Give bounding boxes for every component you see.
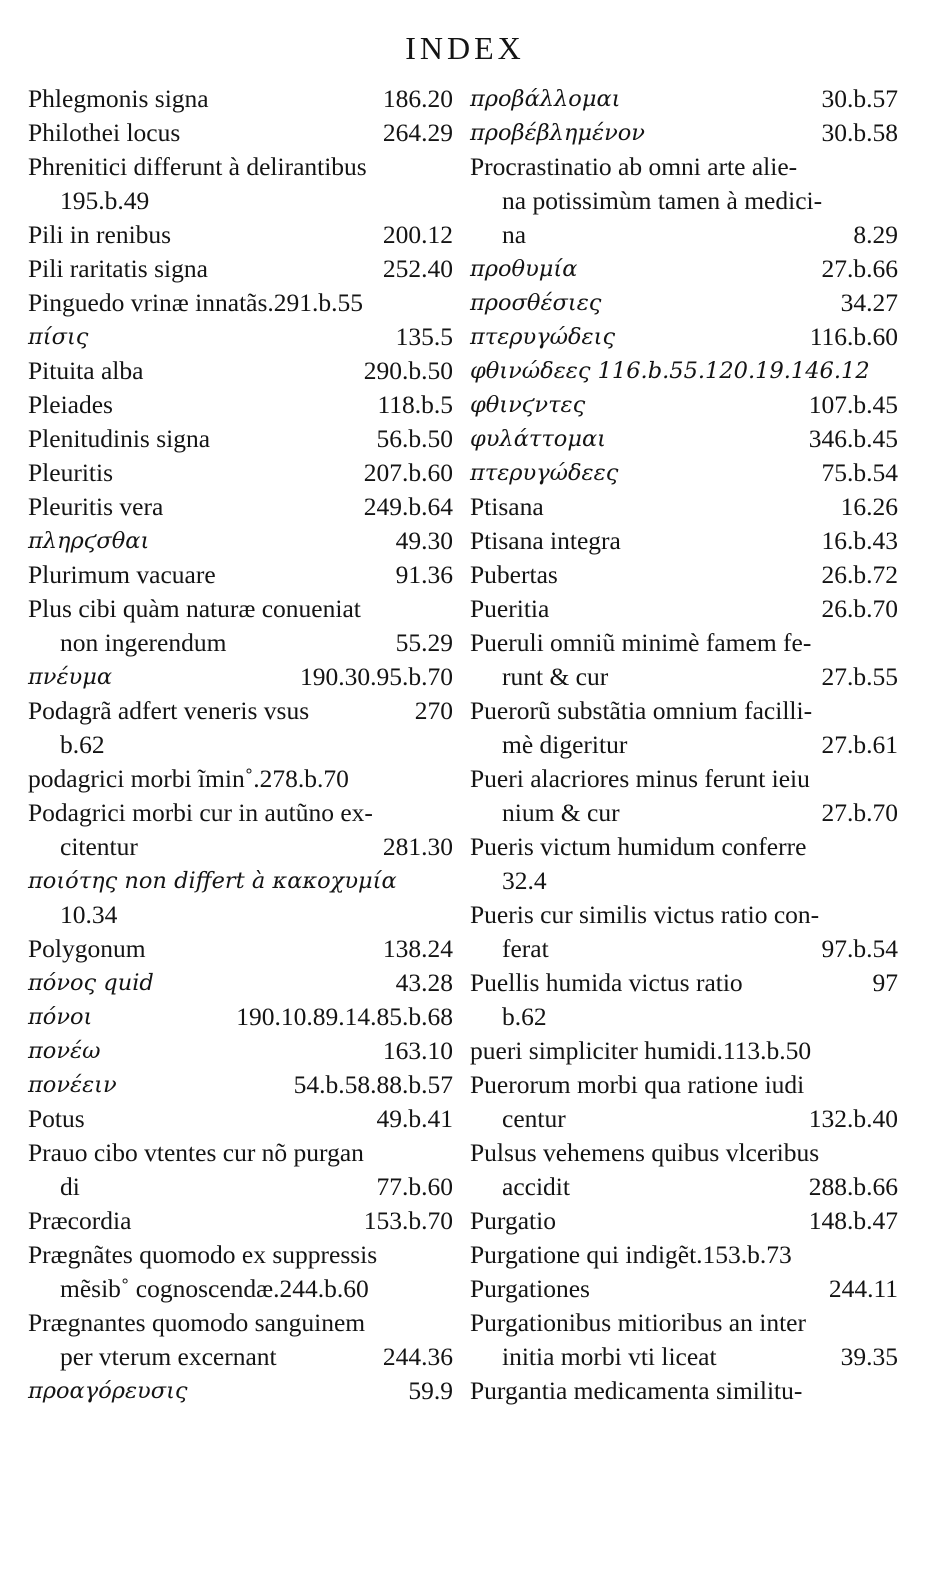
index-entry [470, 592, 898, 626]
index-term: Podagrã adfert veneris vsus [28, 696, 310, 725]
index-term: Purgatio [470, 1206, 556, 1235]
index-term: citentur [60, 832, 138, 861]
page-reference: 16.b.43 [821, 526, 898, 555]
index-term: Podagrici morbi cur in autũno ex- [28, 798, 373, 827]
index-entry [470, 966, 898, 1000]
index-term: προαγόρευσις [28, 1378, 188, 1404]
index-entry [470, 660, 898, 694]
page-reference: 39.35 [840, 1342, 898, 1371]
index-entry [470, 898, 898, 932]
index-entry [28, 830, 453, 864]
index-term: accidit [502, 1172, 570, 1201]
index-entry [28, 558, 453, 592]
page-reference: 59.9 [408, 1376, 453, 1405]
index-entry [470, 830, 898, 864]
index-term: podagrici morbi ĩmin˚.278.b.70 [28, 764, 349, 793]
index-term: Philothei locus [28, 118, 181, 147]
page-reference: 249.b.64 [363, 492, 453, 521]
index-term: mẽsib˚ cognoscendæ.244.b.60 [60, 1274, 369, 1303]
page-reference: 55.29 [395, 628, 453, 657]
index-term: runt & cur [502, 662, 609, 691]
index-entry [28, 1000, 453, 1034]
page-reference: 27.b.55 [821, 662, 898, 691]
index-entry [470, 490, 898, 524]
index-term: Puerorum morbi qua ratione iudi [470, 1070, 805, 1099]
index-entry [470, 456, 898, 490]
index-term: non ingerendum [60, 628, 227, 657]
index-term: πίσις [28, 324, 89, 350]
page-reference: 244.11 [828, 1274, 898, 1303]
page-reference: 346.b.45 [808, 424, 898, 453]
index-entry [470, 354, 898, 388]
index-term: φυλάττομαι [470, 426, 606, 452]
index-term: πληρϛσθαι [28, 528, 150, 554]
index-term: Puerorũ substãtia omnium facilli- [470, 696, 813, 725]
index-entry [470, 252, 898, 286]
index-term: Pueris cur similis victus ratio con- [470, 900, 820, 929]
index-entry [28, 524, 453, 558]
page-reference: 148.b.47 [808, 1206, 898, 1235]
index-entry [28, 728, 453, 762]
index-entry [28, 1102, 453, 1136]
index-term: Pueris victum humidum conferre [470, 832, 807, 861]
index-term: πνέυμα [28, 664, 113, 690]
index-term: Prauo cibo vtentes cur nõ purgan [28, 1138, 364, 1167]
index-entry [28, 1068, 453, 1102]
index-term: προβέβλημένον [470, 120, 645, 146]
index-entry [470, 116, 898, 150]
index-term: Pleuritis [28, 458, 114, 487]
index-entry [28, 1272, 453, 1306]
index-entry [28, 1374, 453, 1408]
index-term: Potus [28, 1104, 85, 1133]
index-term: Pueritia [470, 594, 550, 623]
page-reference: 77.b.60 [376, 1172, 453, 1201]
page-reference: 163.10 [382, 1036, 453, 1065]
page-reference: 135.5 [395, 322, 453, 351]
index-term: Pueri alacriores minus ferunt ieiu [470, 764, 810, 793]
index-term: Ptisana [470, 492, 544, 521]
index-entry [28, 82, 453, 116]
index-term: Pili raritatis signa [28, 254, 208, 283]
page-reference: 186.20 [382, 84, 453, 113]
index-entry [28, 1170, 453, 1204]
page-reference: 118.b.5 [377, 390, 453, 419]
page-reference: 26.b.72 [821, 560, 898, 589]
page-reference: 290.b.50 [363, 356, 453, 385]
index-entry [28, 1340, 453, 1374]
index-entry [28, 422, 453, 456]
index-entry [470, 422, 898, 456]
index-term: per vterum excernant [60, 1342, 277, 1371]
index-entry [28, 150, 453, 184]
page-reference: 132.b.40 [808, 1104, 898, 1133]
index-entry [28, 626, 453, 660]
index-term: πονέειν [28, 1072, 117, 1098]
page-reference: 200.12 [382, 220, 453, 249]
index-entry [470, 864, 898, 898]
page-reference: 26.b.70 [821, 594, 898, 623]
index-entry [28, 286, 453, 320]
index-term: na potissimùm tamen à medici- [502, 186, 823, 215]
index-term: centur [502, 1104, 566, 1133]
page-reference: 75.b.54 [821, 458, 898, 487]
index-term: nium & cur [502, 798, 620, 827]
page-reference: 116.b.60 [809, 322, 898, 351]
index-term: Præcordia [28, 1206, 132, 1235]
page-reference: 97.b.54 [821, 934, 898, 963]
index-entry [28, 1238, 453, 1272]
index-term: πτερυγώδεις [470, 324, 616, 350]
index-entry [28, 966, 453, 1000]
page-reference: 244.36 [382, 1342, 453, 1371]
index-entry [28, 490, 453, 524]
index-entry [28, 218, 453, 252]
index-entry [470, 558, 898, 592]
index-entry [470, 524, 898, 558]
page-reference: 8.29 [853, 220, 898, 249]
page-reference: 43.28 [395, 968, 453, 997]
index-term: initia morbi vti liceat [502, 1342, 717, 1371]
index-entry [28, 116, 453, 150]
index-term: b.62 [60, 730, 105, 759]
index-term: φθινϛντες [470, 392, 586, 418]
index-entry [470, 286, 898, 320]
index-term: Plurimum vacuare [28, 560, 216, 589]
index-entry [28, 796, 453, 830]
page-reference: 27.b.70 [821, 798, 898, 827]
index-entry [470, 1000, 898, 1034]
index-term: Plenitudinis signa [28, 424, 211, 453]
index-term: Puellis humida victus ratio [470, 968, 743, 997]
index-term: πόνοι [28, 1004, 93, 1030]
index-entry [470, 1238, 898, 1272]
index-term: Pubertas [470, 560, 558, 589]
index-term: πτερυγώδεες [470, 460, 619, 486]
index-term: Prægnantes quomodo sanguinem [28, 1308, 366, 1337]
index-entry [470, 1204, 898, 1238]
page-reference: 252.40 [382, 254, 453, 283]
index-term: na [502, 220, 527, 249]
index-term: pueri simpliciter humidi.113.b.50 [470, 1036, 812, 1065]
index-term: Purgationibus mitioribus an inter [470, 1308, 806, 1337]
page-reference: 138.24 [382, 934, 453, 963]
index-entry [470, 1034, 898, 1068]
index-entry [470, 218, 898, 252]
page-reference: 190.30.95.b.70 [300, 662, 453, 691]
index-term: Purgationes [470, 1274, 590, 1303]
index-entry [28, 252, 453, 286]
index-entry [28, 694, 453, 728]
index-term: προσθέσιες [470, 290, 602, 316]
index-entry [470, 626, 898, 660]
index-entry [470, 320, 898, 354]
page-title: INDEX [405, 30, 525, 66]
page-reference: 27.b.66 [821, 254, 898, 283]
index-entry [470, 388, 898, 422]
index-term: ποιότης non differt à κακοχυμία [28, 868, 397, 894]
index-entry [28, 898, 453, 932]
page-reference: 49.b.41 [376, 1104, 453, 1133]
page-reference: 270 [414, 696, 453, 725]
index-term: Ptisana integra [470, 526, 621, 555]
index-entry [28, 1306, 453, 1340]
index-term: πονέω [28, 1038, 101, 1064]
page-reference: 107.b.45 [808, 390, 898, 419]
page-reference: 30.b.58 [821, 118, 898, 147]
index-entry [470, 1374, 898, 1408]
index-entry [28, 1136, 453, 1170]
index-term: προβάλλομαι [470, 86, 621, 112]
index-entry [28, 320, 453, 354]
index-entry [470, 796, 898, 830]
index-term: προθυμία [470, 256, 578, 282]
index-entry [28, 592, 453, 626]
page-reference: 91.36 [395, 560, 453, 589]
page-reference: 264.29 [382, 118, 453, 147]
page-reference: 34.27 [840, 288, 898, 317]
index-entry [470, 694, 898, 728]
index-term: Phrenitici differunt à delirantibus [28, 152, 367, 181]
index-entry [28, 762, 453, 796]
index-entry [470, 762, 898, 796]
index-entry [470, 184, 898, 218]
index-entry [28, 1034, 453, 1068]
index-term: 195.b.49 [60, 186, 150, 215]
index-term: Plus cibi quàm naturæ conueniat [28, 594, 361, 623]
index-term: Pueruli omniũ minimè famem fe- [470, 628, 812, 657]
index-term: Pili in renibus [28, 220, 172, 249]
index-term: Purgantia medicamenta similitu- [470, 1376, 803, 1405]
index-term: ferat [502, 934, 549, 963]
page-reference: 207.b.60 [363, 458, 453, 487]
index-entry [470, 1340, 898, 1374]
index-term: mè digeritur [502, 730, 628, 759]
index-entry [28, 456, 453, 490]
index-term: φθινώδεες 116.b.55.120.19.146.12 [470, 358, 870, 384]
left-index-column [28, 82, 453, 1408]
index-term: Prægnãtes quomodo ex suppressis [28, 1240, 378, 1269]
page-reference: 190.10.89.14.85.b.68 [236, 1002, 453, 1031]
index-term: 10.34 [60, 900, 118, 929]
index-entry [470, 82, 898, 116]
index-entry [470, 932, 898, 966]
index-term: di [60, 1172, 80, 1201]
page-reference: 97 [872, 968, 898, 997]
index-entry [470, 1170, 898, 1204]
index-entry [28, 354, 453, 388]
index-entry [470, 1136, 898, 1170]
page-reference: 281.30 [382, 832, 453, 861]
index-entry [28, 184, 453, 218]
index-term: πόνος quid [28, 970, 154, 996]
index-entry [470, 728, 898, 762]
index-entry [28, 660, 453, 694]
page-reference: 49.30 [395, 526, 453, 555]
page-reference: 27.b.61 [821, 730, 898, 759]
index-term: Purgatione qui indigẽt.153.b.73 [470, 1240, 792, 1269]
index-term: Pleiades [28, 390, 113, 419]
index-entry [28, 388, 453, 422]
page-reference: 153.b.70 [363, 1206, 453, 1235]
page-reference: 30.b.57 [821, 84, 898, 113]
index-term: Pinguedo vrinæ innatãs.291.b.55 [28, 288, 364, 317]
index-term: Procrastinatio ab omni arte alie- [470, 152, 798, 181]
index-entry [28, 1204, 453, 1238]
index-term: b.62 [502, 1002, 547, 1031]
page-reference: 16.26 [840, 492, 898, 521]
index-entry [470, 150, 898, 184]
index-term: Pulsus vehemens quibus vlceribus [470, 1138, 820, 1167]
index-entry [470, 1102, 898, 1136]
index-term: 32.4 [502, 866, 547, 895]
index-term: Pleuritis vera [28, 492, 164, 521]
page-reference: 56.b.50 [376, 424, 453, 453]
index-entry [470, 1068, 898, 1102]
index-entry [470, 1306, 898, 1340]
index-entry [470, 1272, 898, 1306]
index-term: Pituita alba [28, 356, 144, 385]
page-reference: 54.b.58.88.b.57 [293, 1070, 453, 1099]
index-entry [28, 864, 453, 898]
index-term: Polygonum [28, 934, 146, 963]
index-entry [28, 932, 453, 966]
page-reference: 288.b.66 [808, 1172, 898, 1201]
right-index-column [470, 82, 898, 1408]
index-term: Phlegmonis signa [28, 84, 209, 113]
